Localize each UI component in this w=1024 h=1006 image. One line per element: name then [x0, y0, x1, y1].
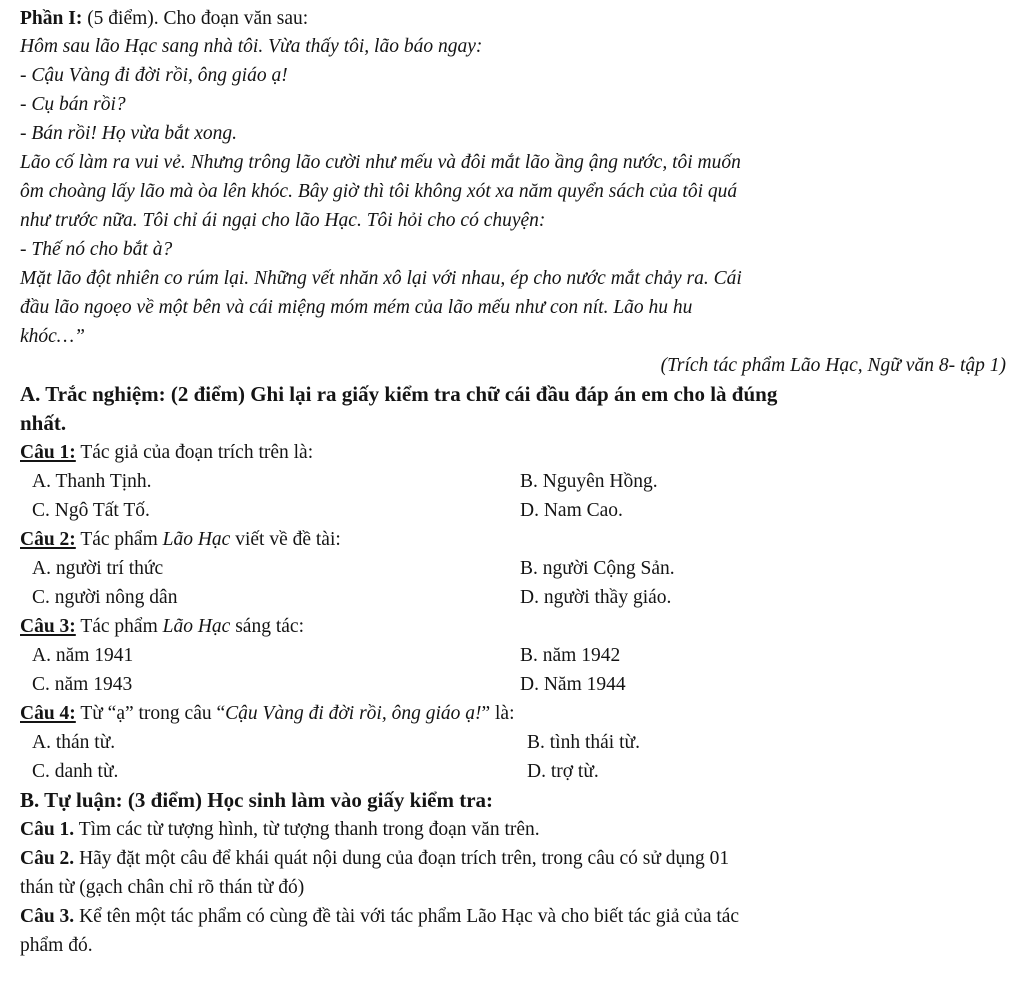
passage-line: - Cậu Vàng đi đời rồi, ông giáo ạ! — [20, 65, 288, 86]
essay-text: Tìm các từ tượng hình, từ tượng thanh trong đoạn văn trên. — [74, 819, 540, 840]
question-text: Từ “ạ” trong câu “ — [75, 703, 226, 724]
question-work-title: Lão Hạc — [162, 616, 231, 637]
option-d: D. Nam Cao. — [520, 500, 623, 521]
passage-line: Lão cố làm ra vui vẻ. Nhưng trông lão cười như mếu và đôi mắt lão ầng ậng nước, tôi muốn — [20, 152, 741, 173]
part1-label: Phần I: — [20, 8, 83, 29]
essay-question-1 — [20, 817, 1006, 843]
passage-line: như trước nữa. Tôi chỉ ái ngại cho lão Hạc. Tôi hỏi cho có chuyện: — [20, 210, 546, 231]
question-work-title: Lão Hạc — [162, 529, 231, 550]
option-d: D. trợ từ. — [527, 761, 599, 782]
passage-source: (Trích tác phẩm Lão Hạc, Ngữ văn 8- tập 1) — [660, 355, 1006, 376]
option-c: C. năm 1943 — [32, 674, 133, 695]
essay-text: Kể tên một tác phẩm có cùng đề tài với tác phẩm Lão Hạc và cho biết tác giả của tác — [74, 906, 740, 927]
essay-question-2-cont: thán từ (gạch chân chỉ rõ thán từ đó) — [20, 877, 305, 898]
option-a: A. thán từ. — [32, 732, 116, 753]
essay-question-3 — [20, 904, 1006, 930]
question-4 — [20, 701, 1006, 727]
essay-label: Câu 1. — [20, 819, 75, 840]
part1-description: (5 điểm). Cho đoạn văn sau: — [82, 8, 309, 29]
question-label: Câu 1: — [20, 442, 76, 463]
essay-label: Câu 3. — [20, 906, 75, 927]
passage-line: - Bán rồi! Họ vừa bắt xong. — [20, 123, 237, 144]
passage-line: Mặt lão đột nhiên co rúm lại. Những vết nhăn xô lại với nhau, ép cho nước mắt chảy ra. Cái — [20, 268, 742, 289]
essay-label: Câu 2. — [20, 848, 75, 869]
essay-text: Hãy đặt một câu để khái quát nội dung của đoạn trích trên, trong câu có sử dụng 01 — [74, 848, 730, 869]
essay-question-2 — [20, 846, 1006, 872]
question-text: Tác giả của đoạn trích trên là: — [75, 442, 314, 463]
question-text-end: ” là: — [481, 703, 515, 724]
question-text-end: viết về đề tài: — [230, 529, 341, 550]
question-text: Tác phẩm — [75, 529, 163, 550]
passage-line: Hôm sau lão Hạc sang nhà tôi. Vừa thấy tôi, lão báo ngay: — [20, 36, 483, 57]
question-label: Câu 4: — [20, 703, 76, 724]
essay-question-3-cont: phẩm đó. — [20, 935, 93, 956]
passage-line: - Cụ bán rồi? — [20, 94, 126, 115]
passage-line: khóc…” — [20, 326, 85, 347]
passage-line: - Thế nó cho bắt à? — [20, 239, 173, 260]
section-a-title-cont: nhất. — [20, 411, 67, 435]
option-a: A. năm 1941 — [32, 645, 134, 666]
option-a: A. người trí thức — [32, 558, 164, 579]
section-b-title: B. Tự luận: (3 điểm) Học sinh làm vào giấy kiểm tra: — [20, 788, 494, 812]
part1-heading — [20, 6, 1006, 32]
question-1 — [20, 440, 1006, 466]
question-3 — [20, 614, 1006, 640]
option-d: D. người thầy giáo. — [520, 587, 672, 608]
option-b: B. năm 1942 — [520, 645, 621, 666]
passage-line: ôm choàng lấy lão mà òa lên khóc. Bây giờ thì tôi không xót xa năm quyển sách của tôi quá — [20, 181, 738, 202]
option-b: B. tình thái từ. — [527, 732, 640, 753]
question-text: Tác phẩm — [75, 616, 163, 637]
option-a: A. Thanh Tịnh. — [32, 471, 152, 492]
option-d: D. Năm 1944 — [520, 674, 626, 695]
option-b: B. người Cộng Sản. — [520, 558, 675, 579]
question-2 — [20, 527, 1006, 553]
question-text-end: sáng tác: — [230, 616, 304, 637]
option-c: C. Ngô Tất Tố. — [32, 500, 150, 521]
section-a-title: A. Trắc nghiệm: (2 điểm) Ghi lại ra giấy kiểm tra chữ cái đầu đáp án em cho là đúng — [20, 382, 778, 406]
question-label: Câu 3: — [20, 616, 76, 637]
passage-line: đầu lão ngoẹo về một bên và cái miệng móm mém của lão mếu như con nít. Lão hu hu — [20, 297, 693, 318]
option-c: C. danh từ. — [32, 761, 119, 782]
option-c: C. người nông dân — [32, 587, 178, 608]
option-b: B. Nguyên Hồng. — [520, 471, 658, 492]
question-label: Câu 2: — [20, 529, 76, 550]
question-quote: Cậu Vàng đi đời rồi, ông giáo ạ! — [225, 703, 482, 724]
